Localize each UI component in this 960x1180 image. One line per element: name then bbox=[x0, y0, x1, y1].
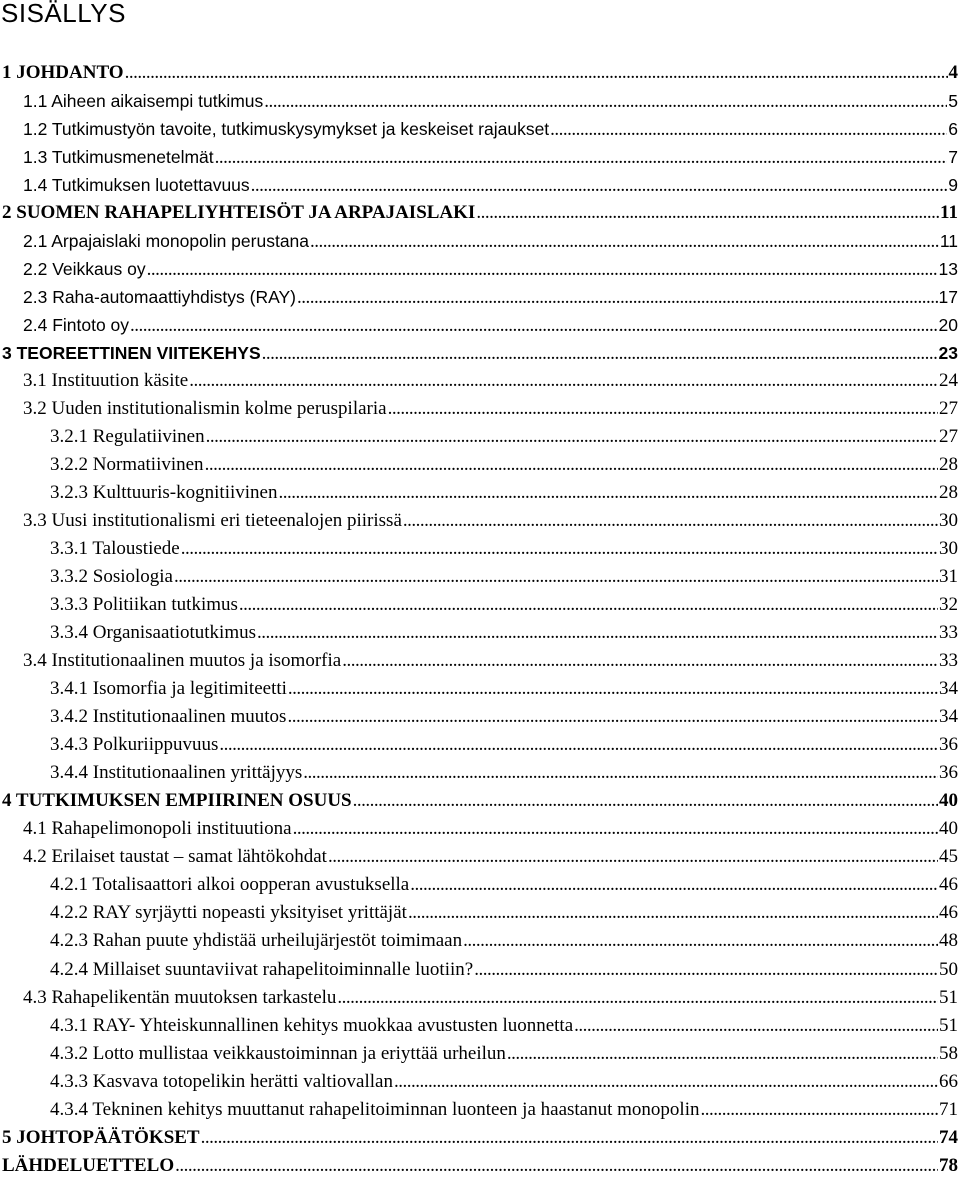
toc-entry-label: 4.3.1 RAY- Yhteiskunnallinen kehitys muokkaa avustusten luonnetta bbox=[50, 1014, 574, 1036]
toc-entry[interactable] bbox=[0, 507, 958, 535]
toc-page-number: 33 bbox=[939, 650, 958, 672]
toc-entry-label: 1 JOHDANTO bbox=[2, 62, 124, 83]
toc-page-number: 28 bbox=[939, 482, 958, 504]
toc-entry[interactable] bbox=[0, 759, 958, 787]
toc-entry-label: 2.4 Fintoto oy bbox=[23, 315, 130, 336]
dot-leader bbox=[130, 312, 937, 339]
toc-entry-label: 2.2 Veikkaus oy bbox=[23, 259, 146, 280]
toc-entry-label: 3.2.1 Regulatiivinen bbox=[50, 426, 205, 448]
toc-entry[interactable] bbox=[0, 367, 958, 395]
toc-entry-label: 4.2.3 Rahan puute yhdistää urheilujärjestöt toimimaan bbox=[50, 930, 463, 952]
dot-leader bbox=[215, 144, 948, 171]
dot-leader bbox=[251, 172, 948, 199]
toc-entry-label: 4.3.4 Tekninen kehitys muuttanut rahapelitoiminnan luonteen ja haastanut monopolin bbox=[50, 1098, 700, 1120]
toc-entry-label: 3.4.4 Institutionaalinen yrittäjyys bbox=[50, 762, 303, 784]
toc-page-number: 46 bbox=[939, 874, 958, 896]
toc-page-number: 34 bbox=[939, 706, 958, 728]
toc-entry[interactable] bbox=[0, 731, 958, 759]
toc-entry[interactable] bbox=[0, 927, 958, 955]
dot-leader bbox=[310, 228, 939, 255]
dot-leader bbox=[174, 563, 938, 591]
toc-page-number: 11 bbox=[940, 202, 958, 224]
toc-chapter-entry[interactable] bbox=[0, 59, 958, 87]
toc-page-number: 58 bbox=[939, 1042, 958, 1064]
dot-leader bbox=[293, 815, 938, 843]
dot-leader bbox=[574, 1012, 938, 1040]
dot-leader bbox=[408, 899, 938, 927]
dot-leader bbox=[394, 1068, 938, 1096]
toc-entry[interactable] bbox=[0, 956, 958, 984]
toc-entry[interactable] bbox=[0, 1040, 958, 1068]
toc-entry-label: 4.2.4 Millaiset suuntaviivat rahapelitoiminnalle luotiin? bbox=[50, 958, 474, 980]
dot-leader bbox=[474, 956, 938, 984]
toc-entry-label: 3.4.1 Isomorfia ja legitimiteetti bbox=[50, 678, 287, 700]
toc-chapter-entry[interactable] bbox=[0, 339, 958, 367]
toc-page-number: 66 bbox=[939, 1070, 958, 1092]
toc-entry-label: 3.4 Institutionaalinen muutos ja isomorfia bbox=[23, 650, 342, 672]
toc-entry-label: 4.2.2 RAY syrjäytti nopeasti yksityiset yrittäjät bbox=[50, 902, 407, 924]
toc-page-number: 45 bbox=[939, 846, 958, 868]
dot-leader bbox=[147, 256, 938, 283]
dot-leader bbox=[388, 395, 938, 423]
toc-page-number: 50 bbox=[939, 958, 958, 980]
dot-leader bbox=[353, 787, 938, 815]
dot-leader bbox=[297, 284, 938, 311]
toc-page-number: 11 bbox=[939, 231, 958, 252]
toc-entry-label: 4.2 Erilaiset taustat – samat lähtökohdat bbox=[23, 846, 327, 868]
toc-entry[interactable] bbox=[0, 255, 958, 283]
toc-entry[interactable] bbox=[0, 115, 958, 143]
dot-leader bbox=[342, 647, 938, 675]
toc-page-number: 24 bbox=[939, 370, 958, 392]
toc-entry[interactable] bbox=[0, 143, 958, 171]
page-title: SISÄLLYS bbox=[1, 0, 126, 28]
dot-leader bbox=[328, 843, 938, 871]
toc-page-number: 71 bbox=[939, 1098, 958, 1120]
toc-page-number: 36 bbox=[939, 762, 958, 784]
toc-entry-label: 2 SUOMEN RAHAPELIYHTEISÖT JA ARPAJAISLAKI bbox=[2, 202, 476, 224]
toc-entry-label: 3.4.2 Institutionaalinen muutos bbox=[50, 706, 287, 728]
dot-leader bbox=[507, 1040, 938, 1068]
toc-entry[interactable] bbox=[0, 1012, 958, 1040]
toc-page-number: 48 bbox=[939, 930, 958, 952]
dot-leader bbox=[700, 1096, 938, 1124]
dot-leader bbox=[257, 619, 938, 647]
dot-leader bbox=[303, 759, 938, 787]
dot-leader bbox=[181, 535, 938, 563]
toc-page-number: 40 bbox=[939, 818, 958, 840]
toc-entry-label: 3.4.3 Polkuriippuvuus bbox=[50, 734, 219, 756]
toc-entry[interactable] bbox=[0, 227, 958, 255]
dot-leader bbox=[205, 451, 938, 479]
dot-leader bbox=[125, 59, 948, 87]
dot-leader bbox=[262, 340, 938, 367]
toc-entry-label: 4 TUTKIMUKSEN EMPIIRINEN OSUUS bbox=[2, 790, 352, 812]
toc-page-number: 17 bbox=[938, 287, 958, 308]
toc-entry[interactable] bbox=[0, 619, 958, 647]
toc-entry-label: 3 TEOREETTINEN VIITEKEHYS bbox=[2, 343, 261, 364]
dot-leader bbox=[219, 731, 938, 759]
toc-chapter-entry[interactable] bbox=[0, 1152, 958, 1180]
toc-entry[interactable] bbox=[0, 703, 958, 731]
toc-entry-label: 3.3.4 Organisaatiotutkimus bbox=[50, 622, 256, 644]
toc-entry-label: 3.2.3 Kulttuuris-kognitiivinen bbox=[50, 482, 278, 504]
toc-page-number: 5 bbox=[948, 91, 958, 112]
toc-entry-label: 3.3.3 Politiikan tutkimus bbox=[50, 594, 238, 616]
toc-chapter-entry[interactable] bbox=[0, 1124, 958, 1152]
toc-page-number: 23 bbox=[938, 343, 958, 364]
toc-entry[interactable] bbox=[0, 871, 958, 899]
toc-entry[interactable] bbox=[0, 591, 958, 619]
toc-entry-label: 4.1 Rahapelimonopoli instituutiona bbox=[23, 818, 292, 840]
toc-page-number: 4 bbox=[948, 62, 958, 83]
toc-chapter-entry[interactable] bbox=[0, 787, 958, 815]
dot-leader bbox=[550, 116, 947, 143]
toc-entry-label: 3.3.1 Taloustiede bbox=[50, 538, 180, 560]
toc-page-number: 31 bbox=[939, 566, 958, 588]
toc-page-number: 20 bbox=[938, 315, 958, 336]
toc-entry-label: 4.3 Rahapelikentän muutoksen tarkastelu bbox=[23, 986, 337, 1008]
toc-page-number: 36 bbox=[939, 734, 958, 756]
toc-page-number: 51 bbox=[939, 986, 958, 1008]
dot-leader bbox=[264, 88, 947, 115]
dot-leader bbox=[463, 927, 938, 955]
toc-entry[interactable] bbox=[0, 1096, 958, 1124]
toc-entry[interactable] bbox=[0, 283, 958, 311]
toc-entry-label: 3.2 Uuden institutionalismin kolme peruspilaria bbox=[23, 398, 387, 420]
toc-page-number: 40 bbox=[939, 790, 958, 812]
toc-entry[interactable] bbox=[0, 843, 958, 871]
toc-entry[interactable] bbox=[0, 423, 958, 451]
toc-entry[interactable] bbox=[0, 647, 958, 675]
toc-entry[interactable] bbox=[0, 395, 958, 423]
toc-page-number: 6 bbox=[948, 119, 958, 140]
toc-page-number: 34 bbox=[939, 678, 958, 700]
toc-chapter-entry[interactable] bbox=[0, 199, 958, 227]
toc-entry-label: 4.2.1 Totalisaattori alkoi oopperan avustuksella bbox=[50, 874, 410, 896]
toc-page-number: 46 bbox=[939, 902, 958, 924]
table-of-contents bbox=[0, 59, 958, 1180]
dot-leader bbox=[403, 507, 938, 535]
dot-leader bbox=[175, 1152, 938, 1180]
toc-entry[interactable] bbox=[0, 311, 958, 339]
toc-page-number: 13 bbox=[938, 259, 958, 280]
toc-entry-label: 1.4 Tutkimuksen luotettavuus bbox=[23, 175, 250, 196]
toc-page-number: 51 bbox=[939, 1014, 958, 1036]
toc-entry[interactable] bbox=[0, 984, 958, 1012]
toc-entry[interactable] bbox=[0, 815, 958, 843]
toc-page-number: 74 bbox=[939, 1126, 958, 1148]
toc-entry[interactable] bbox=[0, 87, 958, 115]
toc-entry[interactable] bbox=[0, 675, 958, 703]
toc-page-number: 28 bbox=[939, 454, 958, 476]
dot-leader bbox=[287, 703, 938, 731]
toc-entry-label: 1.2 Tutkimustyön tavoite, tutkimuskysymykset ja keskeiset rajaukset bbox=[23, 119, 550, 140]
toc-entry-label: 2.1 Arpajaislaki monopolin perustana bbox=[23, 231, 310, 252]
dot-leader bbox=[410, 871, 938, 899]
toc-entry-label: 3.1 Instituution käsite bbox=[23, 370, 189, 392]
dot-leader bbox=[278, 479, 938, 507]
dot-leader bbox=[337, 984, 938, 1012]
toc-entry-label: 2.3 Raha-automaattiyhdistys (RAY) bbox=[23, 287, 296, 308]
toc-page-number: 27 bbox=[939, 398, 958, 420]
toc-page-number: 7 bbox=[948, 147, 958, 168]
dot-leader bbox=[239, 591, 938, 619]
toc-entry-label: 1.1 Aiheen aikaisempi tutkimus bbox=[23, 91, 264, 112]
dot-leader bbox=[476, 199, 939, 227]
toc-page-number: 9 bbox=[948, 175, 958, 196]
toc-entry[interactable] bbox=[0, 535, 958, 563]
dot-leader bbox=[206, 423, 938, 451]
dot-leader bbox=[288, 675, 938, 703]
toc-entry-label: 3.2.2 Normatiivinen bbox=[50, 454, 204, 476]
toc-entry[interactable] bbox=[0, 563, 958, 591]
toc-page-number: 30 bbox=[939, 510, 958, 532]
toc-entry-label: 3.3.2 Sosiologia bbox=[50, 566, 173, 588]
toc-entry[interactable] bbox=[0, 451, 958, 479]
toc-entry[interactable] bbox=[0, 479, 958, 507]
toc-page-number: 78 bbox=[939, 1154, 958, 1176]
toc-entry-label: 1.3 Tutkimusmenetelmät bbox=[23, 147, 214, 168]
toc-entry-label: 5 JOHTOPÄÄTÖKSET bbox=[2, 1126, 200, 1148]
toc-entry-label: LÄHDELUETTELO bbox=[2, 1154, 175, 1176]
toc-entry-label: 4.3.3 Kasvava totopelikin herätti valtiovallan bbox=[50, 1070, 393, 1092]
toc-page-number: 32 bbox=[939, 594, 958, 616]
toc-entry[interactable] bbox=[0, 899, 958, 927]
toc-entry-label: 3.3 Uusi institutionalismi eri tieteenalojen piirissä bbox=[23, 510, 402, 532]
toc-entry[interactable] bbox=[0, 171, 958, 199]
toc-page-number: 33 bbox=[939, 622, 958, 644]
toc-entry[interactable] bbox=[0, 1068, 958, 1096]
toc-page-number: 27 bbox=[939, 426, 958, 448]
dot-leader bbox=[189, 367, 938, 395]
toc-entry-label: 4.3.2 Lotto mullistaa veikkaustoiminnan ja eriyttää urheilun bbox=[50, 1042, 506, 1064]
dot-leader bbox=[201, 1124, 938, 1152]
toc-page-number: 30 bbox=[939, 538, 958, 560]
